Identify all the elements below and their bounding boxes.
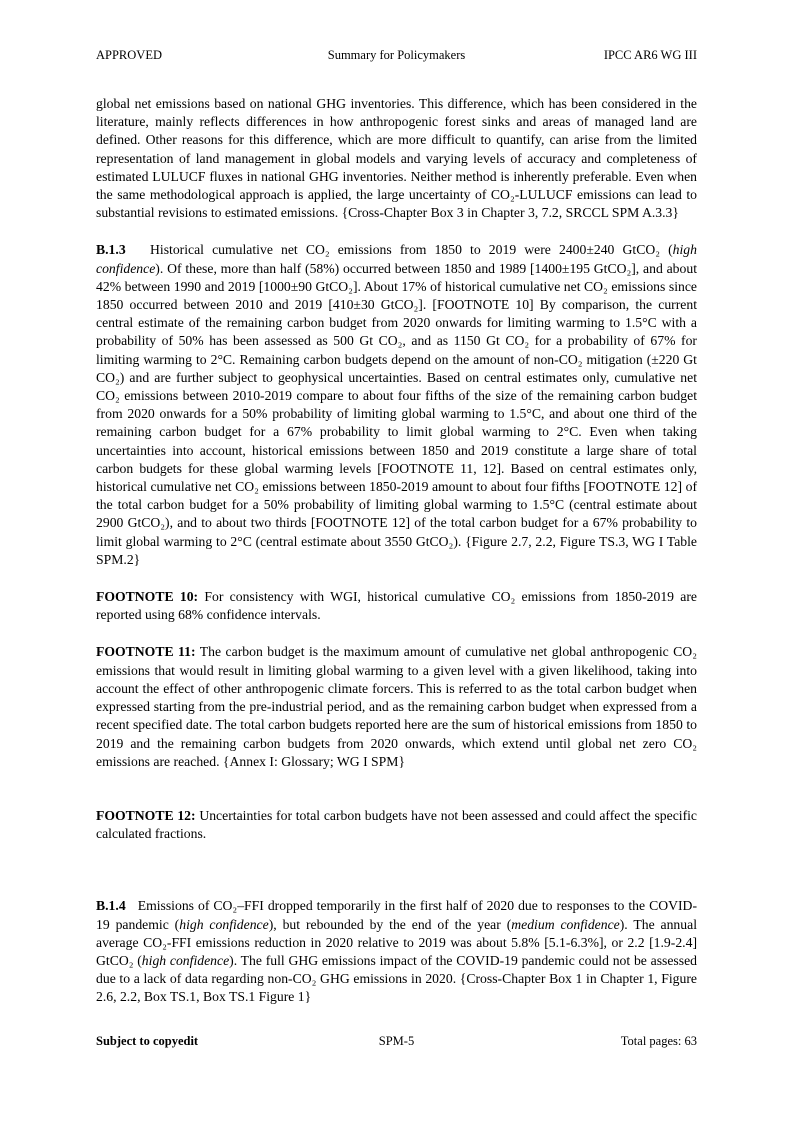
- footnote-11: [96, 643, 697, 770]
- page-footer: [96, 1034, 697, 1050]
- footnote-10: [96, 588, 697, 624]
- footer-copyedit: Subject to copyedit: [96, 1034, 199, 1048]
- b13-text-a: Historical cumulative net CO₂ emissions from 1850 to 2019 were 2400±240 GtCO₂ (: [150, 242, 673, 258]
- footer-total-pages: Total pages: 63: [620, 1034, 697, 1048]
- footnote-12: [96, 807, 697, 843]
- b14-text-d: ). The full GHG emissions impact of the COVID-19 pandemic could not be assessed due to a lack of data regarding non-CO₂ GHG emissions in 2020. {Cross-Chapter Box 1 in Chapter 1, Figure 2.6, 2.2, Box TS.1, Box TS.1 Figure 1}: [96, 952, 697, 1005]
- footnote-10-text: For consistency with WGI, historical cumulative CO₂ emissions from 1850-2019 are reported using 68% confidence intervals.: [96, 589, 697, 623]
- paragraph-b13: [96, 241, 697, 569]
- footnote-10-label: FOOTNOTE 10:: [96, 589, 199, 605]
- b14-text-b: ), but rebounded by the end of the year (: [268, 916, 512, 932]
- paragraph-lulucf: global net emissions based on national GHG inventories. This difference, which has been considered in the literature, mainly reflects differences in how anthropogenic forest sinks and areas of managed land are defined. Other reasons for this difference, which are more difficult to quantify, can arise from the limited representation of land management in global models and varying levels of accuracy and completeness of estimated LULUCF fluxes in national GHG inventories. Neither method is inherently preferable. Even when the same methodological approach is applied, the large uncertainty of CO₂-LULUCF emissions can lead to substantial revisions to estimated emissions. {Cross-Chapter Box 3 in Chapter 3, 7.2, SRCCL SPM A.3.3}: [96, 96, 697, 221]
- footnote-11-text: The carbon budget is the maximum amount of cumulative net global anthropogenic CO₂ emissions that would result in limiting global warming to a given level with a given likelihood, taking into account the effect of other anthropogenic climate forcers. This is referred to as the total carbon budget when expressed starting from the pre-industrial period, and as the remaining carbon budget when expressed from a recent specified date. The total carbon budgets reported here are the sum of historical emissions from 1850 to 2019 and the remaining carbon budgets from 2020 onwards, which extend until global net zero CO₂ emissions are reached. {Annex I: Glossary; WG I SPM}: [96, 644, 697, 769]
- header-status: APPROVED: [96, 48, 162, 62]
- page-body: [96, 95, 697, 1007]
- footnote-12-text: Uncertainties for total carbon budgets have not been assessed and could affect the specific calculated fractions.: [96, 807, 698, 842]
- paragraph-b14: [96, 897, 697, 1006]
- b14-confidence-2: medium confidence: [511, 916, 620, 932]
- b14-confidence-3: high confidence: [141, 952, 230, 968]
- footnote-12-label: FOOTNOTE 12:: [96, 807, 196, 823]
- section-label-b14: B.1.4: [96, 898, 126, 914]
- header-report: IPCC AR6 WG III: [603, 48, 697, 62]
- footnote-11-label: FOOTNOTE 11:: [96, 644, 196, 660]
- b13-text-b: ). Of these, more than half (58%) occurred between 1850 and 1989 [1400±195 GtCO₂], and about 42% between 1990 and 2019 [1000±90 GtCO₂]. About 17% of historical cumulative net CO₂ emissions since 1850 occurred between 2010 and 2019 [410±30 GtCO₂]. [FOOTNOTE 10] By comparison, the current central estimate of the remaining carbon budget from 2020 onwards for limiting warming to 1.5°C with a probability of 50% has been assessed as 500 Gt CO₂, and as 1150 Gt CO₂ for a probability of 67% for limiting warming to 2°C. Remaining carbon budgets depend on the amount of non-CO₂ mitigation (±220 Gt CO₂) and are further subject to geophysical uncertainties. Based on central estimates only, cumulative net CO₂ emissions between 2010-2019 compare to about four fifths of the size of the remaining carbon budget from 2020 onwards for a 50% probability of limiting global warming to 1.5°C, and about one third of the remaining carbon budget for a 67% probability to limit global warming to 2°C. Even when taking uncertainties into account, historical emissions between 1850 and 2019 constitute a large share of total carbon budgets for these global warming levels [FOOTNOTE 11, 12]. Based on central estimates only, historical cumulative net CO₂ emissions between 1850-2019 amount to about four fifths [FOOTNOTE 12] of the total carbon budget for a 50% probability of limiting global warming to 1.5°C (central estimate about 2900 GtCO₂), and to about two thirds [FOOTNOTE 12] of the total carbon budget for a 67% probability to limit global warming to 2°C (central estimate about 3550 GtCO₂). {Figure 2.7, 2.2, Figure TS.3, WG I Table SPM.2}: [96, 260, 697, 567]
- b13-confidence: high confidence: [96, 242, 697, 276]
- b14-text-a: Emissions of CO₂–FFI dropped temporarily in the first half of 2020 due to responses to the COVID-19 pandemic (: [96, 898, 698, 932]
- b14-text-c: ). The annual average CO₂-FFI emissions reduction in 2020 relative to 2019 was about 5.8% [5.1-6.3%], or 2.2 [1.9-2.4] GtCO₂ (: [96, 916, 697, 968]
- b14-confidence-1: high confidence: [179, 916, 269, 932]
- section-label-b13: B.1.3: [96, 242, 126, 258]
- footer-page-number: SPM-5: [378, 1034, 415, 1048]
- header-title: Summary for Policymakers: [327, 48, 466, 62]
- page-header: [96, 48, 697, 64]
